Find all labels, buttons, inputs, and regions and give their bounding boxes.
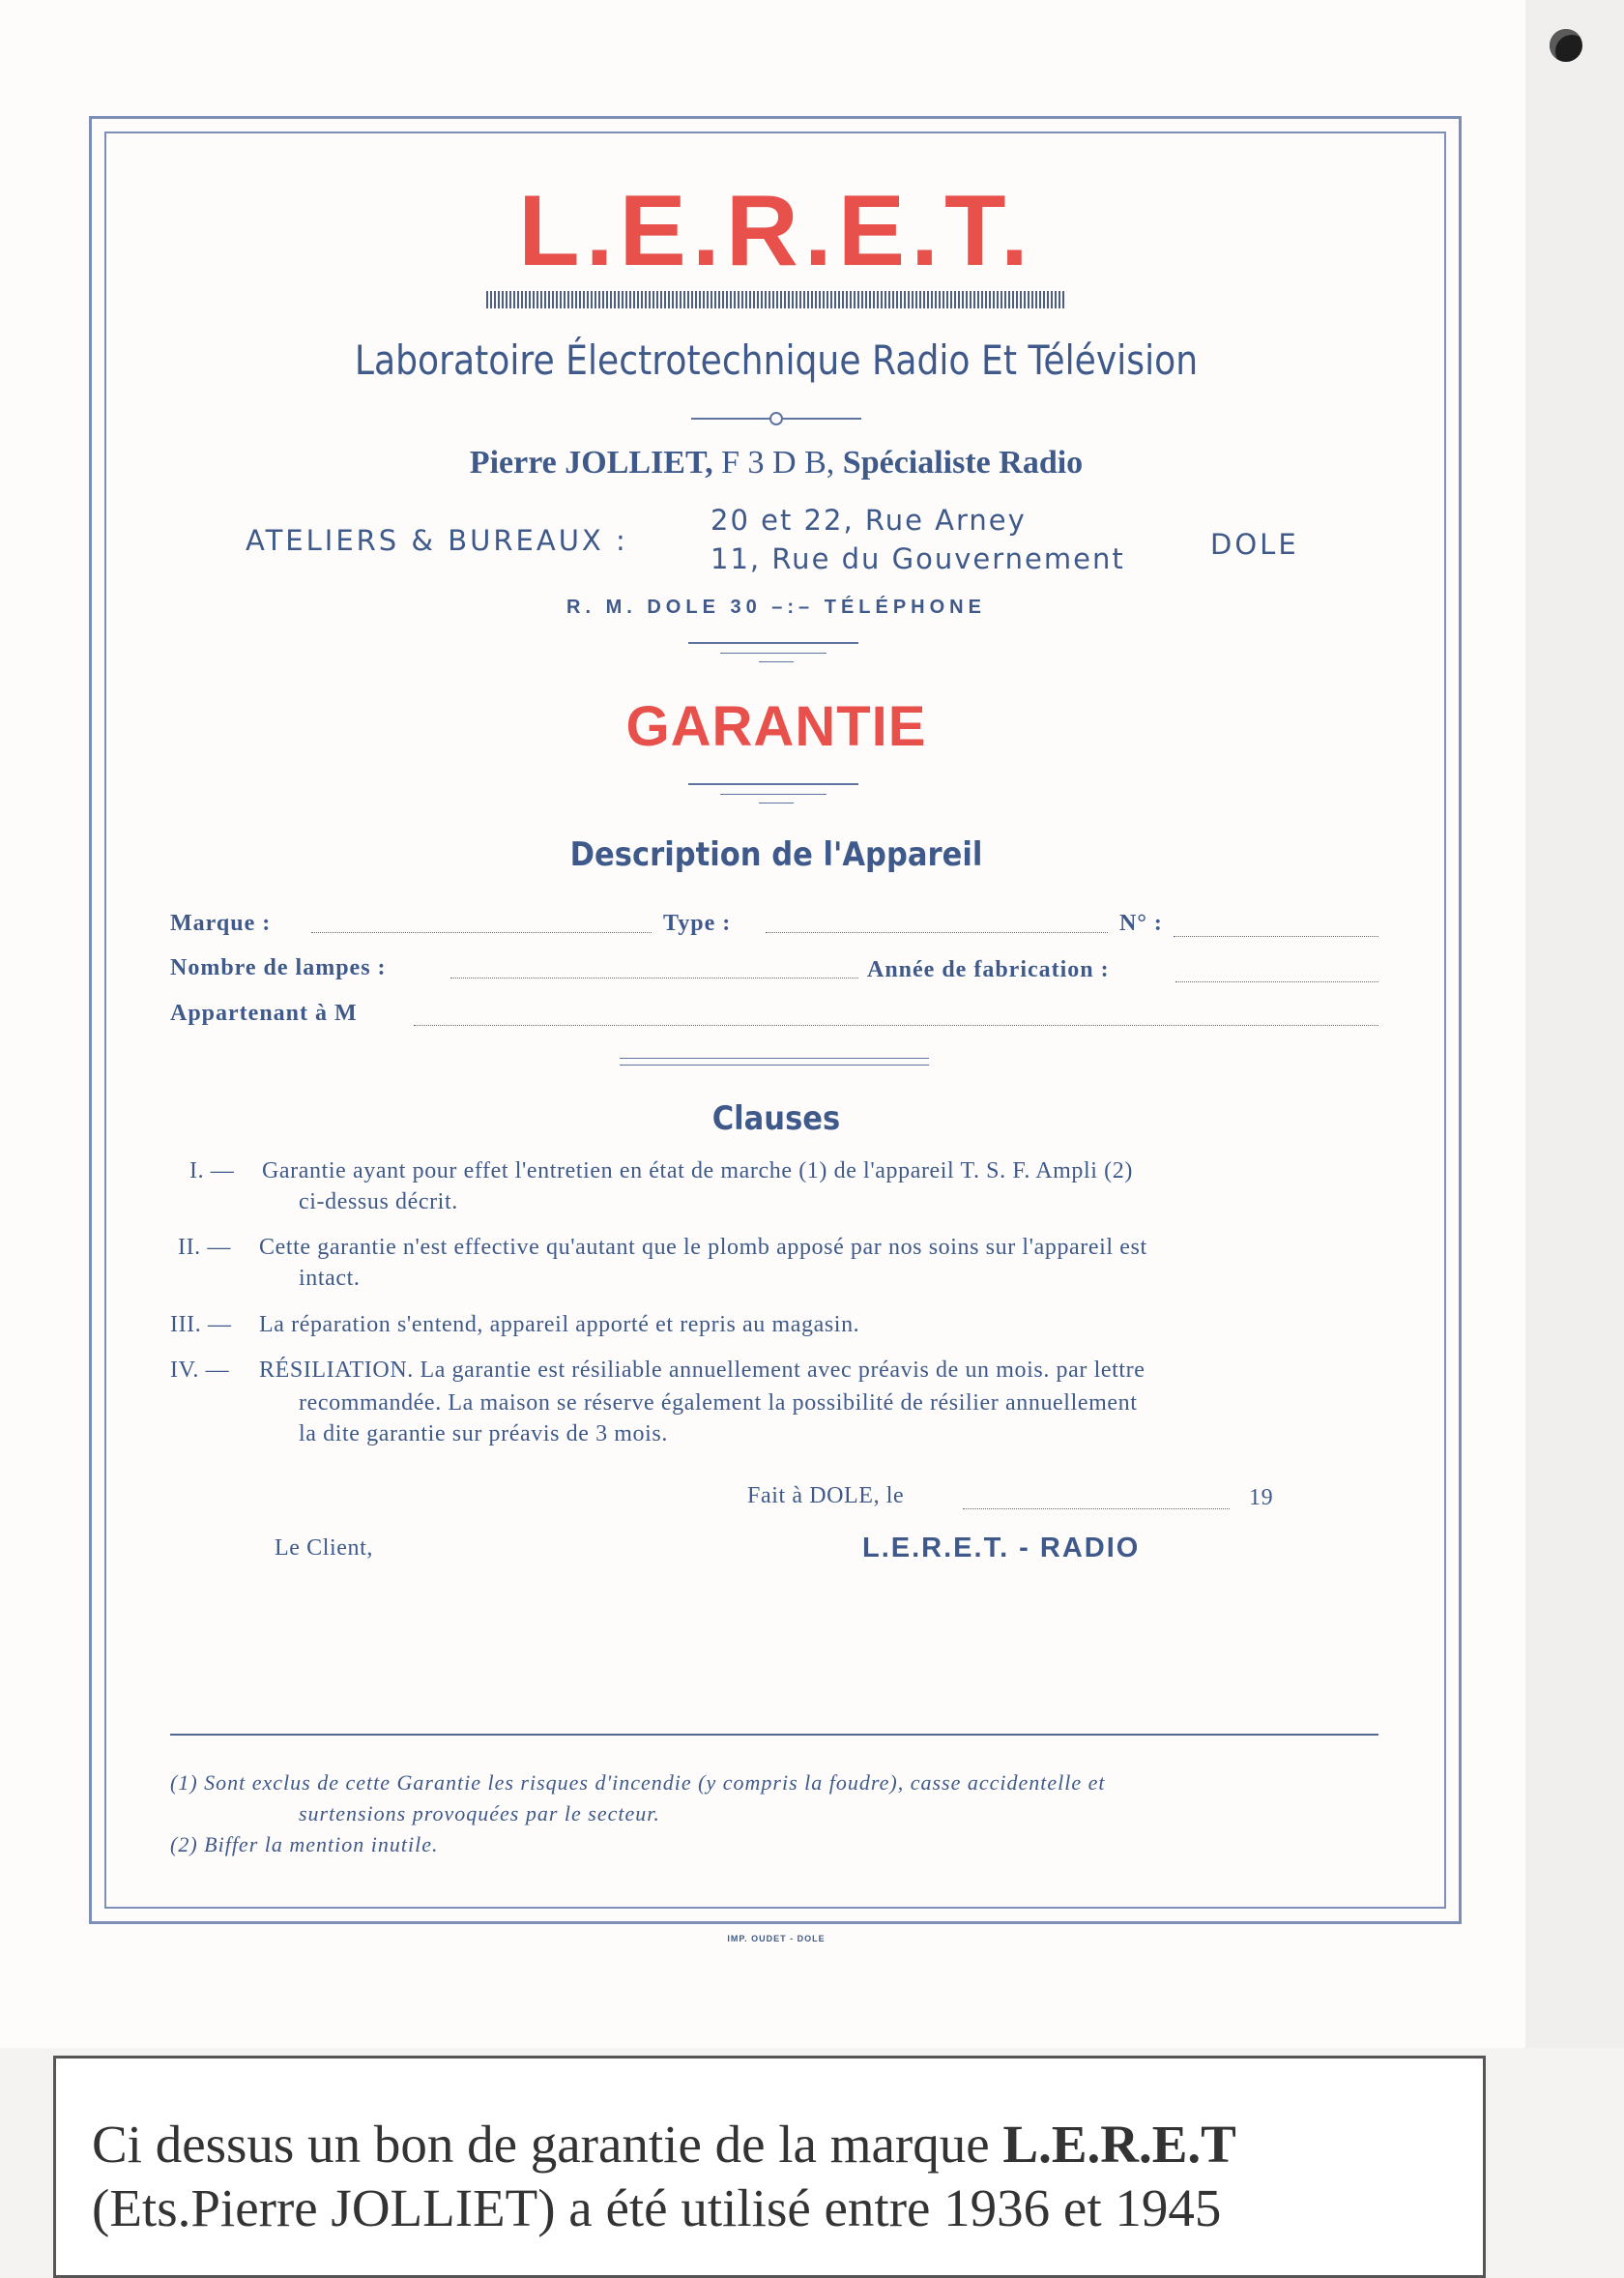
ornament-dot [769, 412, 783, 425]
client-label: Le Client, [275, 1535, 373, 1561]
clause-text-cont: intact. [299, 1266, 361, 1291]
caption-brand: L.E.R.E.T [1002, 2115, 1236, 2174]
printer-mark: IMP. OUDET - DOLE [727, 1934, 826, 1943]
caption-line-1: Ci dessus un bon de garantie de la marque [92, 2115, 1003, 2174]
company-logo: L.E.R.E.T. [518, 175, 1034, 287]
footnote-1: (1) Sont exclus de cette Garantie les risques d'incendie (y compris la foudre), casse accidentelle et [170, 1770, 1106, 1795]
clause-text-cont: recommandée. La maison se réserve également la possibilité de résilier annuellement [299, 1390, 1138, 1416]
owner-title: Spécialiste Radio [842, 445, 1084, 481]
lab-name: Laboratoire Électrotechnique Radio Et Télévision [354, 336, 1199, 384]
annee-field[interactable] [1175, 981, 1378, 982]
clause-number: I. — [189, 1158, 235, 1183]
ornament-divider [720, 653, 826, 654]
clause-text: Cette garantie n'est effective qu'autant que le plomb apposé par nos soins sur l'appareil est [259, 1235, 1147, 1260]
appartenant-label: Appartenant à M [170, 1001, 358, 1026]
clause-number: II. — [178, 1235, 231, 1260]
company-signature: L.E.R.E.T. - RADIO [862, 1533, 1141, 1563]
clause-text-cont: la dite garantie sur préavis de 3 mois. [299, 1421, 668, 1446]
footnote-1-cont: surtensions provoquées par le secteur. [299, 1801, 660, 1825]
place-date-label: Fait à DOLE, le [747, 1483, 905, 1508]
description-heading: Description de l'Appareil [569, 835, 983, 874]
appartenant-field[interactable] [414, 1025, 1378, 1026]
address-line-2: 11, Rue du Gouvernement [710, 542, 1125, 575]
ornament-divider [688, 642, 858, 644]
marque-field[interactable] [311, 932, 652, 933]
logo-underline-hatch [486, 291, 1064, 308]
clause-text: Garantie ayant pour effet l'entretien en état de marche (1) de l'appareil T. S. F. Ampli (2) [262, 1158, 1133, 1183]
numero-field[interactable] [1174, 936, 1378, 937]
punch-hole [1550, 29, 1582, 62]
owner-line [0, 445, 1552, 482]
clause-number: III. — [170, 1312, 232, 1337]
clause-text-cont: ci-dessus décrit. [299, 1189, 458, 1214]
document-title: GARANTIE [625, 695, 927, 758]
caption-text [92, 2113, 1236, 2240]
binder-margin [1525, 0, 1624, 2048]
owner-callsign: F 3 D B, [721, 445, 835, 481]
ornament-divider [720, 794, 826, 795]
date-field[interactable] [963, 1508, 1230, 1509]
type-label: Type : [663, 911, 732, 936]
address-line-1: 20 et 22, Rue Arney [710, 504, 1027, 537]
numero-label: N° : [1119, 911, 1163, 936]
clause-text: La réparation s'entend, appareil apporté et repris au magasin. [259, 1312, 860, 1337]
ornament-divider [759, 661, 794, 662]
footnote-rule [170, 1734, 1378, 1736]
section-divider [620, 1058, 929, 1059]
type-field[interactable] [766, 932, 1108, 933]
address-city: DOLE [1210, 528, 1299, 561]
clause-number: IV. — [170, 1358, 230, 1383]
address-label: ATELIERS & BUREAUX : [246, 524, 628, 557]
caption-line-2: (Ets.Pierre JOLLIET) a été utilisé entre 1936 et 1945 [92, 2178, 1222, 2237]
section-divider [620, 1065, 929, 1066]
year-prefix: 19 [1249, 1485, 1274, 1510]
clause-text: RÉSILIATION. La garantie est résiliable annuellement avec préavis de un mois. par lettre [259, 1358, 1146, 1383]
owner-name: Pierre JOLLIET, [469, 445, 713, 481]
ornament-divider [688, 783, 858, 785]
clauses-heading: Clauses [711, 1099, 841, 1138]
phone-line: R. M. DOLE 30 –:– TÉLÉPHONE [566, 597, 986, 618]
annee-label: Année de fabrication : [867, 957, 1110, 982]
footnote-2: (2) Biffer la mention inutile. [170, 1832, 439, 1856]
marque-label: Marque : [170, 911, 272, 936]
lampes-label: Nombre de lampes : [170, 955, 387, 980]
